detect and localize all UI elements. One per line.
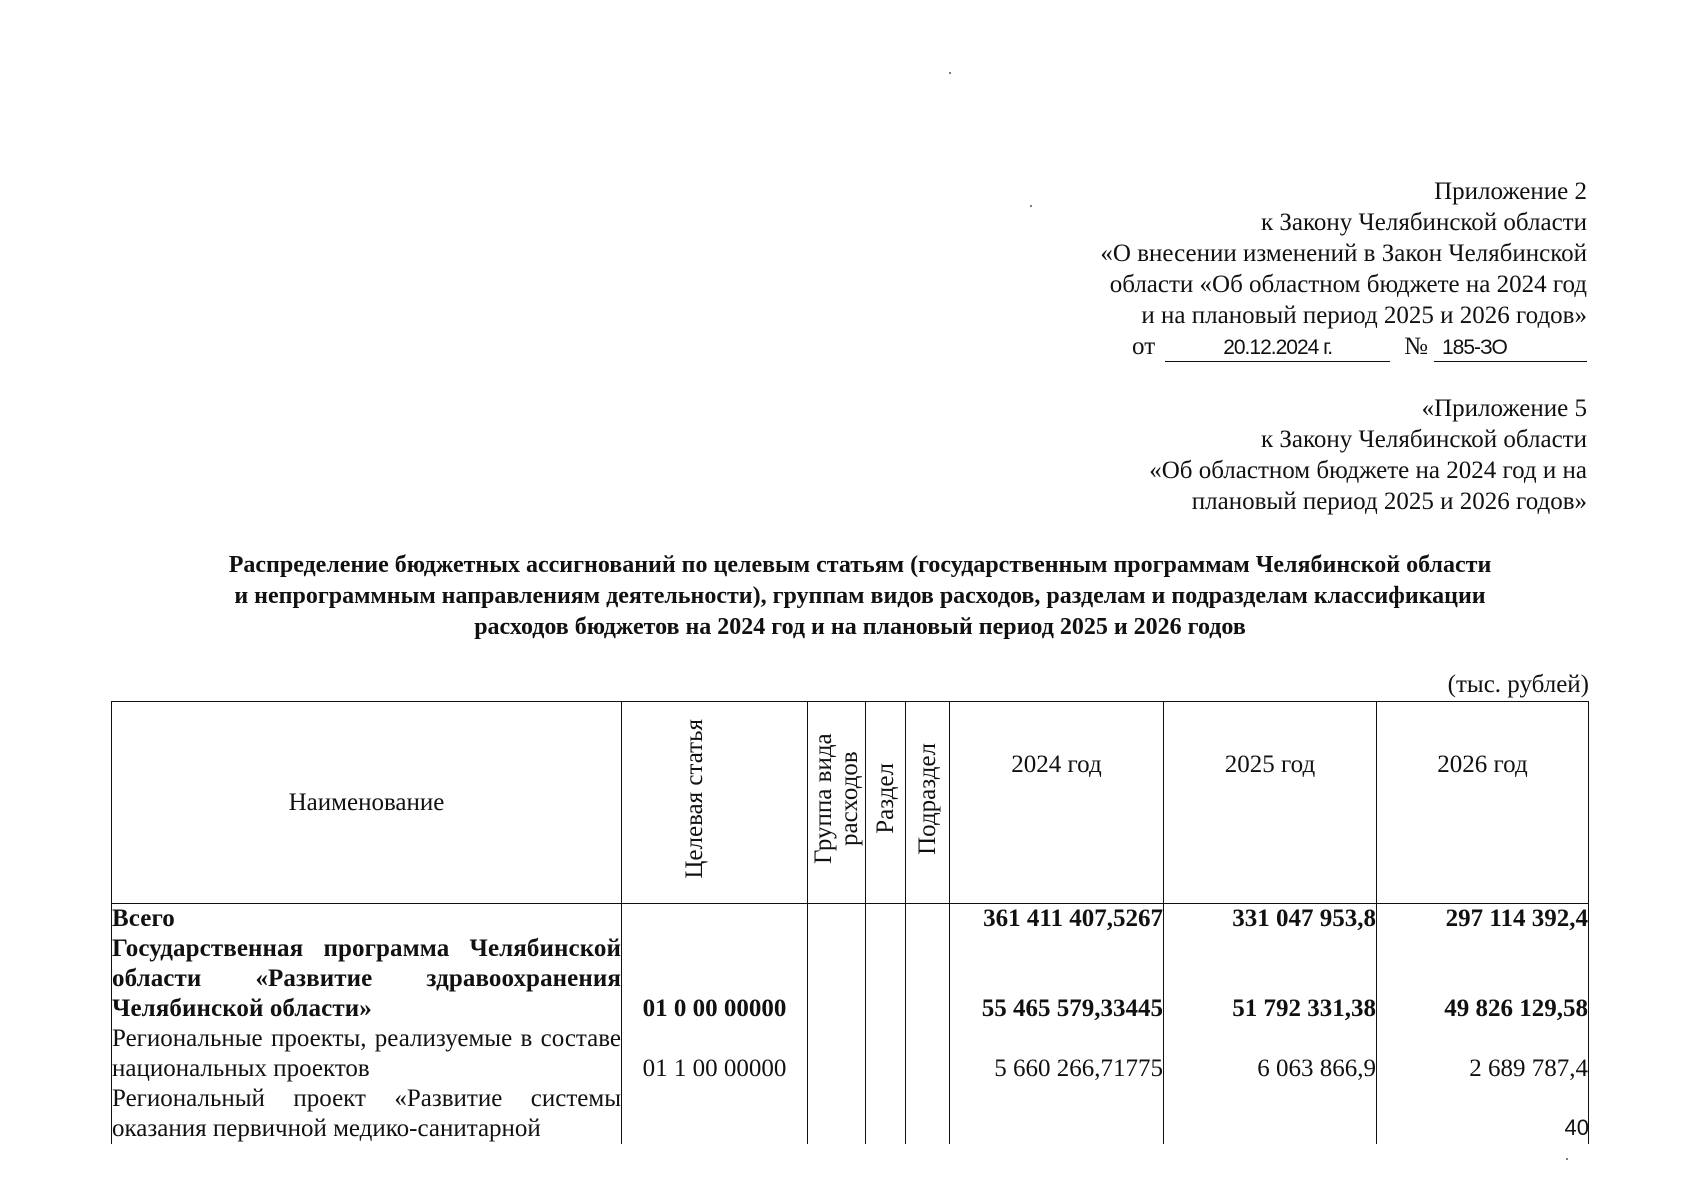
row-2024: 5 660 266,71775 [950,1024,1164,1084]
law-date-number-line [1027,331,1587,362]
row-name: Региональный проект «Развитие системы оказания первичной медико-санитарной [112,1085,621,1142]
title-line: Распределение бюджетных ассигнований по целевым статьям (государственным программам Челябинской области [228,552,1492,578]
row-2024: 361 411 407,5267 [950,904,1164,935]
budget-table [111,701,1589,1144]
row-subsection [906,1084,950,1144]
scan-speck [949,72,951,74]
unit-label: (тыс. рублей) [1447,671,1589,698]
row-section [866,934,906,1024]
row-name: Региональные проекты, реализуемые в составе национальных проектов [112,1025,621,1082]
row-expense-group [808,1084,866,1144]
row-target-article: 01 1 00 00000 [622,1024,808,1084]
law-date: 20.12.2024 г. [1165,335,1390,362]
title-line: и непрограммным направлениям деятельности), группам видов расходов, разделам и подразделам классификации [234,583,1486,609]
row-target-article [622,904,808,935]
row-2026: 2 689 787,4 [1377,1024,1589,1084]
row-2024 [950,1084,1164,1144]
row-target-article [622,1084,808,1144]
row-section [866,1024,906,1084]
annex-current-line: Приложение 2 [1434,178,1587,205]
header-expense-group: Группа вида расходов [808,702,866,904]
row-2026: 297 114 392,4 [1377,904,1589,935]
row-name: Всего [112,904,622,935]
page-number: 40 [1564,1115,1589,1140]
title-line: расходов бюджетов на 2024 год и на плановый период 2025 и 2026 годов [474,614,1246,640]
annex-current-line: области «Об областном бюджете на 2024 год [1109,271,1587,298]
row-2025: 51 792 331,38 [1164,934,1377,1024]
header-section: Раздел [866,702,906,904]
annex-original-line: «Приложение 5 [1421,395,1587,422]
scan-speck [1030,205,1032,207]
annex-current-block [1027,176,1587,362]
table-row [112,904,1589,935]
annex-current-line: «О внесении изменений в Закон Челябинской [1100,240,1587,267]
header-subsection: Подраздел [906,702,950,904]
row-name: Государственная программа Челябинской области «Развитие здравоохранения Челябинской области» [112,935,621,1022]
table-row [112,1084,1589,1144]
row-section [866,904,906,935]
row-target-article: 01 0 00 00000 [622,934,808,1024]
row-2025: 6 063 866,9 [1164,1024,1377,1084]
row-2026 [1377,1084,1589,1144]
row-2025 [1164,1084,1377,1144]
number-prefix: № [1404,333,1428,360]
header-2024: 2024 год [950,702,1164,904]
table-row [112,1024,1589,1084]
annex-current-line: к Закону Челябинской области [1261,209,1587,236]
annex-original-line: «Об областном бюджете на 2024 год и на [1149,457,1587,484]
document-title [120,550,1600,643]
row-subsection [906,934,950,1024]
row-2026: 49 826 129,58 [1377,934,1589,1024]
table-header-row [112,702,1589,904]
row-2025: 331 047 953,8 [1164,904,1377,935]
header-2025: 2025 год [1164,702,1377,904]
header-target-article: Целевая статья [622,702,808,904]
table-row [112,934,1589,1024]
row-expense-group [808,1024,866,1084]
header-name: Наименование [112,702,622,904]
row-section [866,1084,906,1144]
annex-original-line: к Закону Челябинской области [1261,426,1587,453]
annex-original-block [1027,393,1587,517]
date-prefix: от [1132,333,1156,360]
header-2026: 2026 год [1377,702,1589,904]
scan-speck [1566,1158,1568,1160]
law-number: 185-ЗО [1434,335,1587,362]
annex-current-line: и на плановый период 2025 и 2026 годов» [1141,302,1587,329]
row-subsection [906,1024,950,1084]
row-expense-group [808,904,866,935]
row-subsection [906,904,950,935]
row-2024: 55 465 579,33445 [950,934,1164,1024]
annex-original-line: плановый период 2025 и 2026 годов» [1191,488,1587,515]
row-expense-group [808,934,866,1024]
